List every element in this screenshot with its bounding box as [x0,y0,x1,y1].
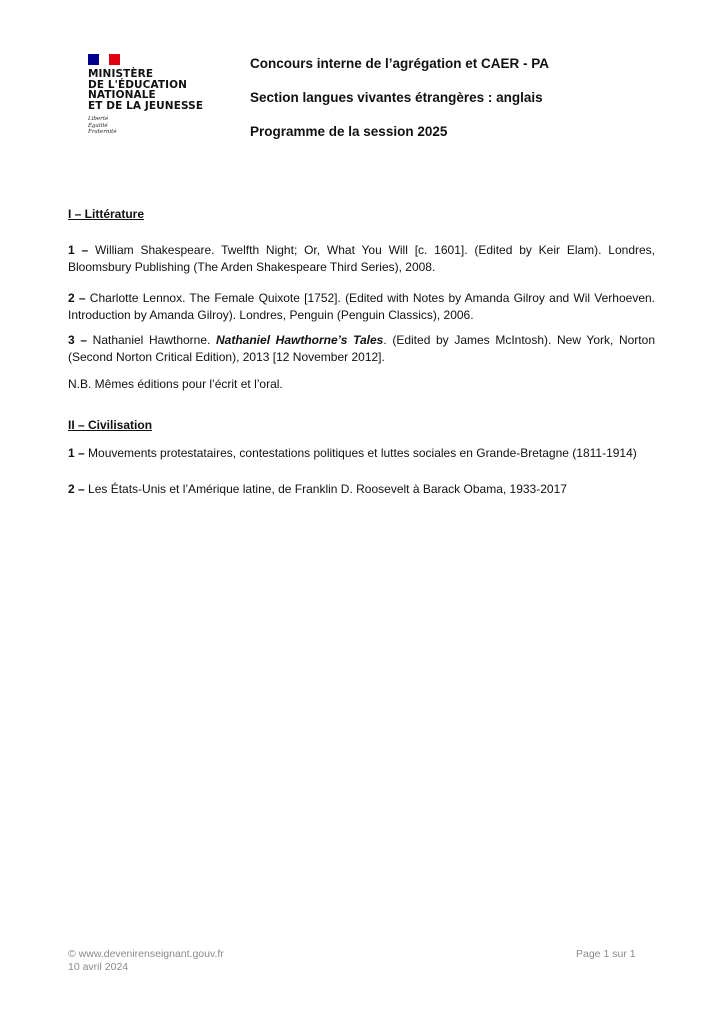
item-number: 2 – [68,482,85,496]
footer-left [68,948,224,974]
logo-line-2: DE L'ÉDUCATION [88,78,188,91]
session-title: Programme de la session 2025 [250,124,448,139]
footer-page-number: Page 1 sur 1 [576,948,636,960]
literature-note: N.B. Mêmes éditions pour l’écrit et l’oral. [68,377,283,391]
literature-heading: I – Littérature [68,207,145,221]
item-text: Mouvements protestataires, contestations politiques et luttes sociales en Grande-Bretagne (1811-1914) [84,446,637,460]
flag-red-band [109,54,120,65]
civilisation-item-2 [68,482,567,496]
footer-date: 10 avril 2024 [68,961,129,973]
motto-liberte: Liberté [88,116,109,122]
ministry-logo [88,54,218,136]
logo-line-4: ET DE LA JEUNESSE [88,99,204,112]
logo-line-1: MINISTÈRE [88,68,154,80]
section-title: Section langues vivantes étrangères : anglais [250,90,543,105]
civilisation-heading: II – Civilisation [68,418,153,432]
flag-white-band [99,54,110,65]
exam-title: Concours interne de l’agrégation et CAER - PA [250,56,550,71]
item-number: 2 – [68,291,86,305]
item-text: Les États-Unis et l’Amérique latine, de Franklin D. Roosevelt à Barack Obama, 1933-2017 [84,482,567,496]
literature-item-2 [68,290,655,323]
motto-fraternite: Fraternité [88,129,117,135]
logo-motto [88,116,218,136]
item-number: 3 – [68,333,87,347]
literature-item-3 [68,332,655,365]
item-number: 1 – [68,446,85,460]
item-text-before: Nathaniel Hawthorne. [87,333,217,347]
literature-item-1 [68,242,655,275]
item-text-after: . (Edited by James McIntosh). New York, Norton (Second Norton Critical Edition), 2013 [12 November 2012]. [68,333,655,364]
logo-line-3: NATIONALE [88,89,156,101]
french-flag-icon [88,54,120,65]
item-text: Charlotte Lennox. The Female Quixote [1752]. (Edited with Notes by Amanda Gilroy and Wil Verhoeven. Introduction by Amanda Gilroy). Londres, Penguin (Penguin Classics), 2006. [68,291,656,322]
footer-site-link[interactable]: © www.devenirenseignant.gouv.fr [68,948,224,960]
motto-egalite: Égalité [88,122,108,129]
item-number: 1 – [68,243,89,257]
flag-blue-band [88,54,99,65]
civilisation-item-1 [68,446,637,460]
item-text: William Shakespeare. Twelfth Night; Or, What You Will [c. 1601]. (Edited by Keir Elam). Londres, Bloomsbury Publishing (The Arden Shakespeare Third Series), 2008. [68,243,656,274]
item-title-italic: Nathaniel Hawthorne’s Tales [216,333,384,347]
